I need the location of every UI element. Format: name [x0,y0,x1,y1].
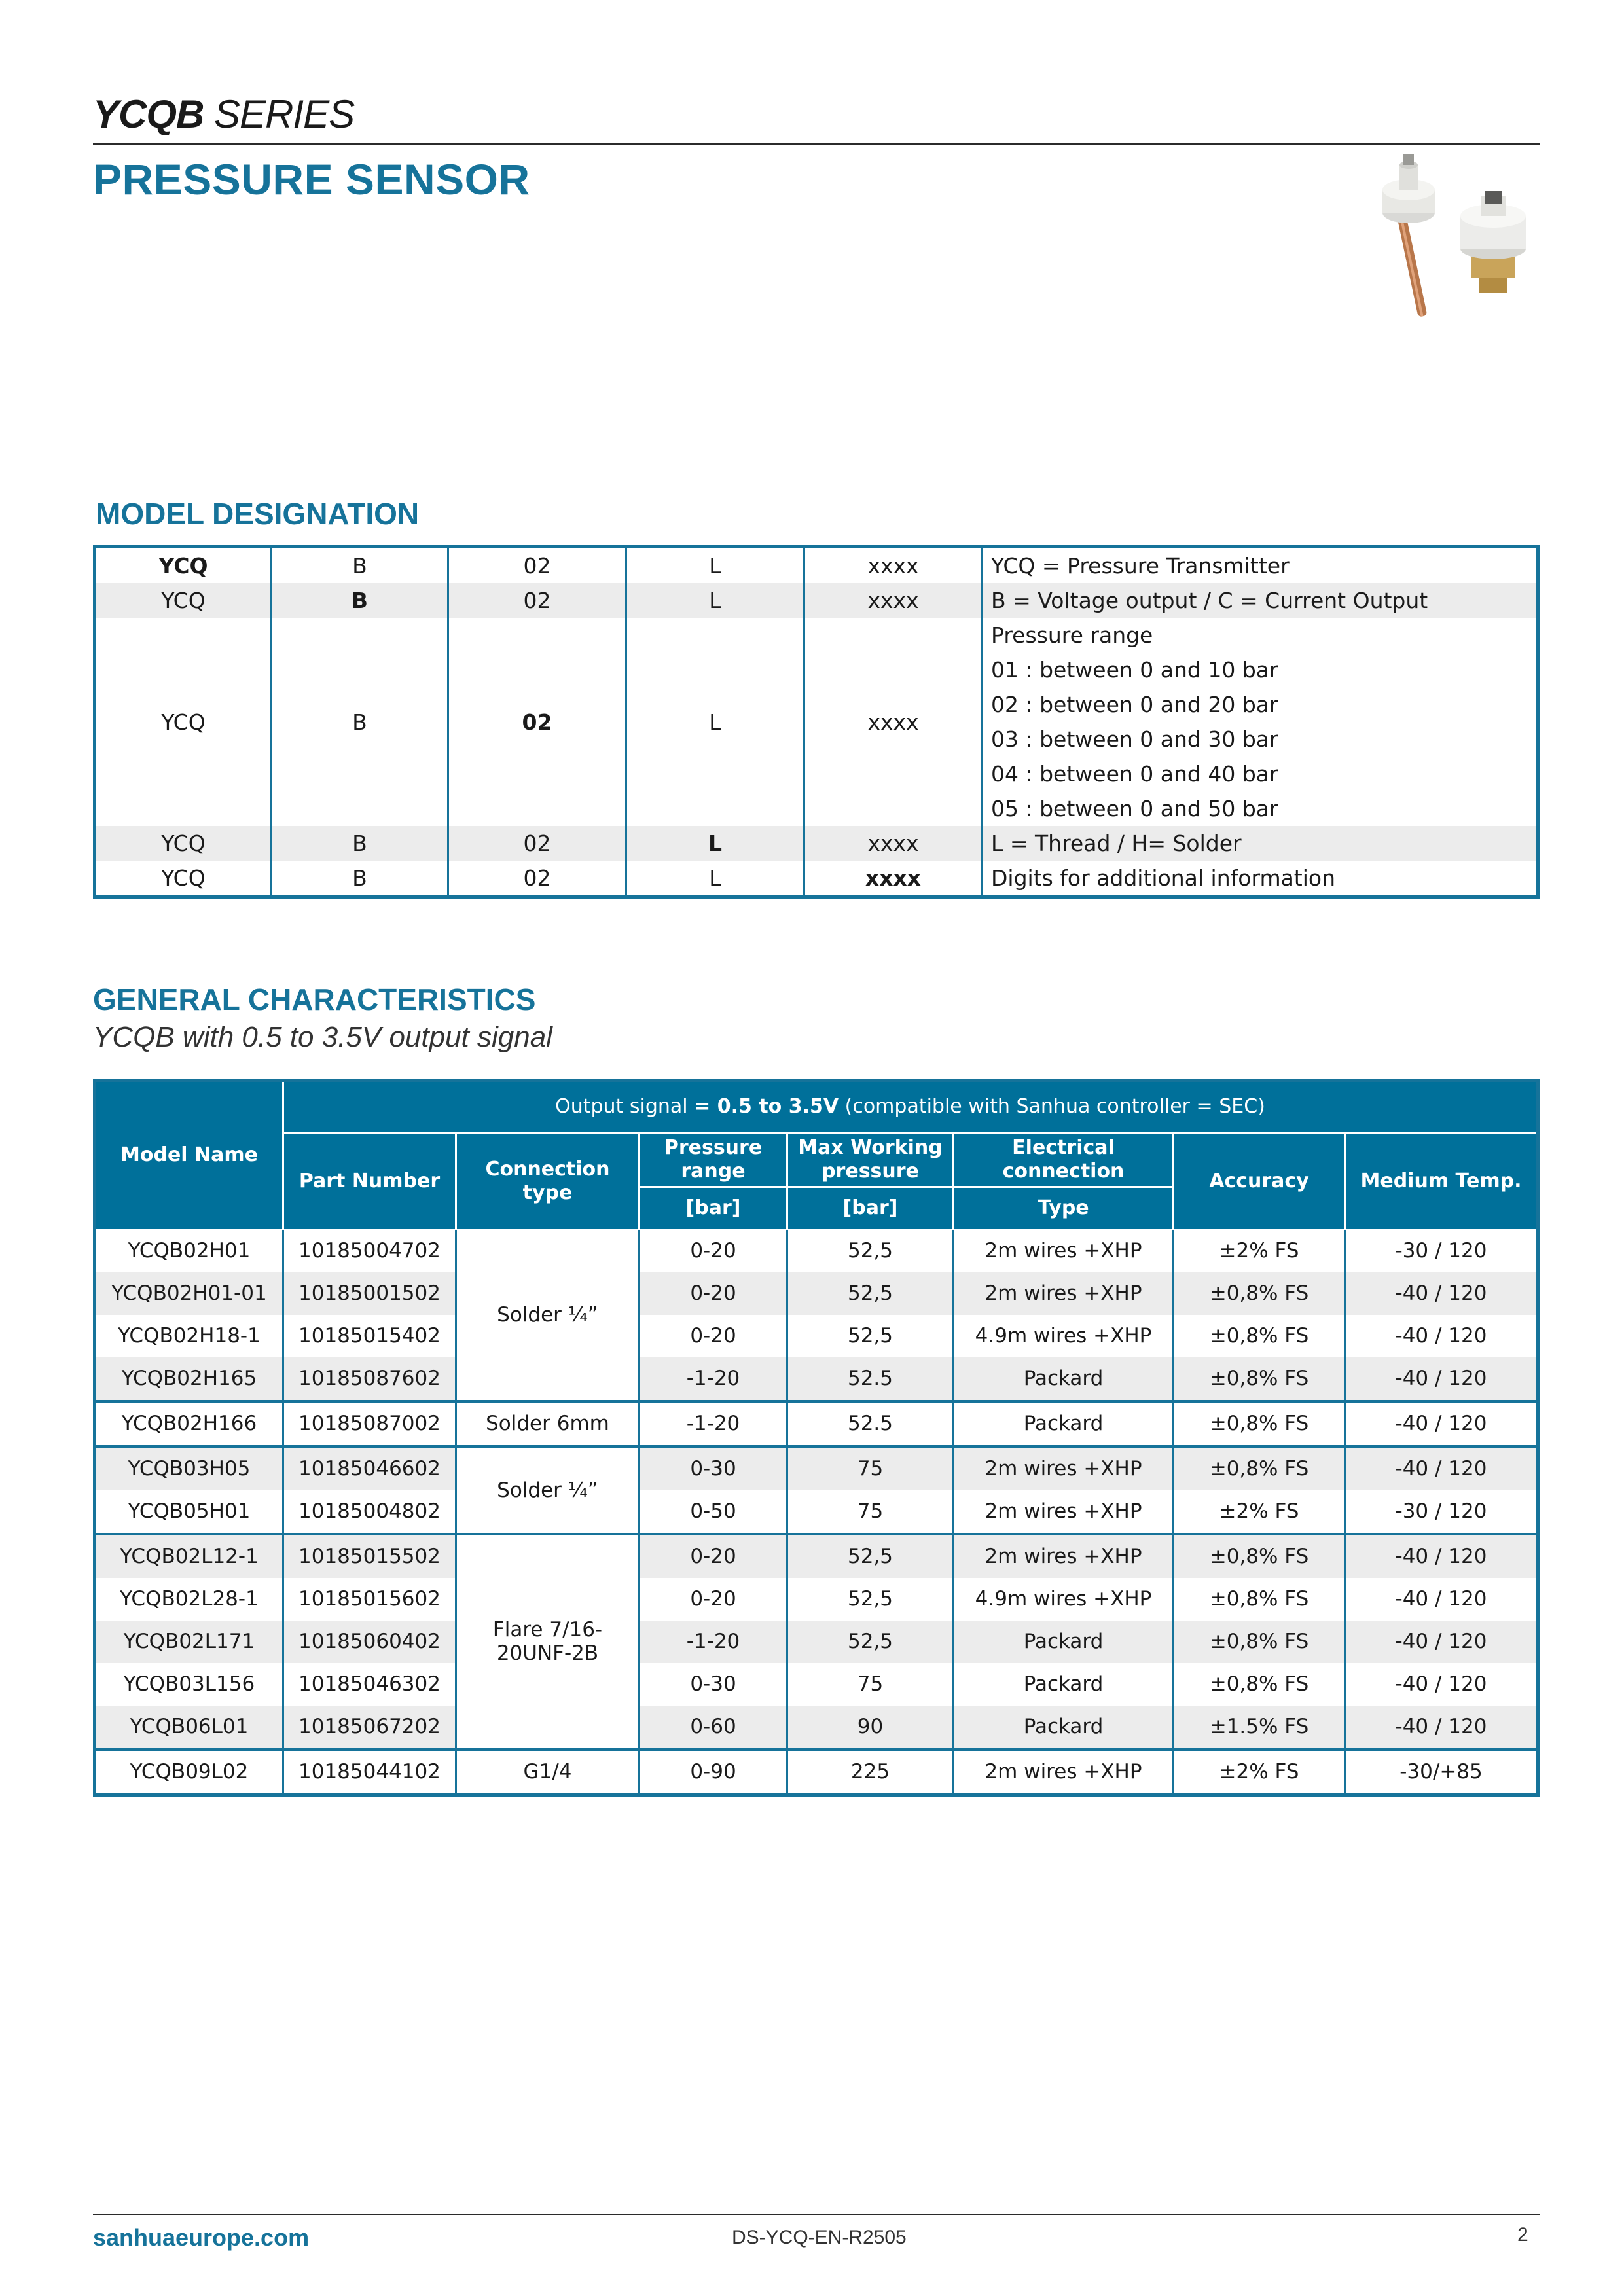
designation-code-cell: xxxx [804,583,983,618]
accuracy-cell: ±1.5% FS [1174,1706,1345,1749]
designation-row [95,826,1538,861]
designation-code-cell: xxxx [804,826,983,861]
pressure-range-cell: -1-20 [640,1621,787,1663]
electrical-connection-cell: 2m wires +XHP [954,1534,1174,1578]
designation-description: 04 : between 0 and 40 bar [983,757,1538,791]
medium-temp-cell: -40 / 120 [1345,1315,1538,1357]
table-row [95,1315,1538,1357]
table-row [95,1230,1538,1272]
model-name-cell: YCQB02H18-1 [118,1324,261,1348]
model-name-cell: YCQB03H05 [95,1446,283,1490]
general-characteristics-subheading: YCQB with 0.5 to 3.5V output signal [93,1021,552,1053]
medium-temp-cell: -40 / 120 [1345,1621,1538,1663]
footer-page-number: 2 [1517,2224,1528,2246]
electrical-connection-cell: 4.9m wires +XHP [954,1578,1174,1621]
header-medium-temp: Medium Temp. [1345,1133,1538,1230]
header-model-name: Model Name [95,1081,283,1230]
model-name-cell: YCQB02L12-1 [95,1534,283,1578]
max-working-pressure-cell: 52.5 [787,1401,954,1446]
designation-code-cell: xxxx [804,861,983,897]
designation-description: L = Thread / H= Solder [983,826,1538,861]
medium-temp-cell: -40 / 120 [1345,1401,1538,1446]
designation-description: 01 : between 0 and 10 bar [983,653,1538,687]
designation-description: 03 : between 0 and 30 bar [983,722,1538,757]
model-name-cell: YCQB02H165 [95,1357,283,1401]
table-row [95,1749,1538,1795]
max-working-pressure-cell: 75 [787,1446,954,1490]
max-working-pressure-cell: 52,5 [787,1230,954,1272]
header-pressure-range: Pressure range [640,1133,787,1187]
medium-temp-cell: -30 / 120 [1345,1490,1538,1534]
header-electrical-connection: Electrical connection [954,1133,1174,1187]
general-characteristics-heading: GENERAL CHARACTERISTICS [93,982,536,1016]
series-label: YCQB SERIES [93,92,355,136]
accuracy-cell: ±0,8% FS [1174,1578,1345,1621]
medium-temp-cell: -40 / 120 [1345,1706,1538,1749]
electrical-connection-cell: 2m wires +XHP [954,1230,1174,1272]
pressure-range-cell: 0-20 [640,1230,787,1272]
electrical-connection-cell: 2m wires +XHP [954,1749,1174,1795]
pressure-range-cell: 0-90 [640,1749,787,1795]
accuracy-cell: ±0,8% FS [1174,1357,1345,1401]
part-number-cell: 10185015502 [283,1534,456,1578]
table-row [95,1357,1538,1401]
model-designation-heading: MODEL DESIGNATION [96,497,420,531]
model-name-cell: YCQB02H01 [128,1239,251,1263]
model-name-cell: YCQB02H01-01 [95,1272,283,1315]
designation-code-cell: L [626,861,804,897]
table-row [95,1401,1538,1446]
electrical-connection-cell: Packard [954,1621,1174,1663]
designation-code-cell: 02 [448,618,626,826]
table-row [95,1490,1538,1534]
accuracy-cell: ±2% FS [1174,1490,1345,1534]
max-working-pressure-cell: 225 [787,1749,954,1795]
footer-rule [93,2214,1540,2215]
accuracy-cell: ±0,8% FS [1174,1534,1345,1578]
model-name-cell: YCQB09L02 [95,1749,283,1795]
table-row [95,1621,1538,1663]
electrical-connection-cell: 2m wires +XHP [954,1490,1174,1534]
table-row [95,1446,1538,1490]
table-row [95,1663,1538,1706]
max-working-pressure-cell: 52,5 [787,1621,954,1663]
medium-temp-cell: -40 / 120 [1345,1663,1538,1706]
part-number-cell: 10185067202 [283,1706,456,1749]
unit-max-working-pressure: [bar] [787,1187,954,1230]
designation-code-cell: B [272,547,448,584]
designation-row [95,583,1538,618]
designation-description: B = Voltage output / C = Current Output [983,583,1538,618]
designation-row [95,618,1538,653]
medium-temp-cell: -40 / 120 [1345,1272,1538,1315]
accuracy-cell: ±0,8% FS [1174,1315,1345,1357]
designation-code-cell: YCQ [158,553,208,579]
unit-pressure-range: [bar] [640,1187,787,1230]
designation-row [95,547,1538,584]
accuracy-cell: ±2% FS [1174,1749,1345,1795]
accuracy-cell: ±0,8% FS [1174,1446,1345,1490]
connection-type-cell: Solder ¼” [456,1446,640,1534]
pressure-range-cell: -1-20 [640,1401,787,1446]
accuracy-cell: ±0,8% FS [1174,1621,1345,1663]
designation-code-cell: L [626,618,804,826]
designation-code-cell: 02 [448,826,626,861]
medium-temp-cell: -40 / 120 [1345,1578,1538,1621]
designation-description: 02 : between 0 and 20 bar [983,687,1538,722]
page-title: PRESSURE SENSOR [93,155,530,204]
pressure-range-cell: 0-50 [640,1490,787,1534]
header-accuracy: Accuracy [1174,1133,1345,1230]
table-row [95,1706,1538,1749]
pressure-range-cell: 0-20 [640,1578,787,1621]
product-image [1355,151,1551,340]
part-number-cell: 10185046602 [283,1446,456,1490]
header-rule [93,143,1540,145]
model-name-cell: YCQB02L28-1 [120,1587,259,1611]
max-working-pressure-cell: 52,5 [787,1272,954,1315]
footer-document-code: DS-YCQ-EN-R2505 [732,2227,907,2248]
electrical-connection-cell: Packard [954,1357,1174,1401]
pressure-range-cell: 0-30 [640,1446,787,1490]
medium-temp-cell: -40 / 120 [1345,1534,1538,1578]
connection-type-cell: G1/4 [456,1749,640,1795]
electrical-connection-cell: Packard [954,1706,1174,1749]
pressure-range-cell: 0-20 [640,1272,787,1315]
electrical-connection-cell: Packard [954,1401,1174,1446]
part-number-cell: 10185015402 [283,1315,456,1357]
accuracy-cell: ±0,8% FS [1174,1272,1345,1315]
part-number-cell: 10185087002 [283,1401,456,1446]
designation-code-cell: B [272,618,448,826]
general-characteristics-table [93,1079,1540,1797]
model-designation-table [93,545,1540,899]
max-working-pressure-cell: 75 [787,1663,954,1706]
header-max-working-pressure: Max Working pressure [787,1133,954,1187]
designation-description: Digits for additional information [983,861,1538,897]
designation-code-cell: xxxx [804,618,983,826]
designation-code-cell: YCQ [161,865,206,891]
pressure-range-cell: 0-20 [640,1534,787,1578]
designation-code-cell: L [626,826,804,861]
pressure-range-cell: 0-60 [640,1706,787,1749]
electrical-connection-cell: 2m wires +XHP [954,1446,1174,1490]
connection-type-cell: Solder ¼” [456,1230,640,1401]
designation-code-cell: B [272,583,448,618]
electrical-connection-cell: 4.9m wires +XHP [954,1315,1174,1357]
designation-code-cell: YCQ [95,826,272,861]
designation-code-cell: 02 [448,583,626,618]
part-number-cell: 10185004702 [283,1230,456,1272]
designation-description: YCQ = Pressure Transmitter [983,547,1538,584]
unit-electrical-connection: Type [954,1187,1174,1230]
model-name-cell: YCQB05H01 [128,1499,251,1523]
medium-temp-cell: -40 / 120 [1345,1446,1538,1490]
designation-code-cell: B [272,826,448,861]
designation-code-cell: L [626,583,804,618]
medium-temp-cell: -40 / 120 [1345,1357,1538,1401]
part-number-cell: 10185004802 [283,1490,456,1534]
designation-code-cell: 02 [448,861,626,897]
part-number-cell: 10185044102 [283,1749,456,1795]
medium-temp-cell: -30 / 120 [1345,1230,1538,1272]
sensor-tube-illustration [1382,154,1435,317]
header-part-number: Part Number [283,1133,456,1230]
pressure-range-cell: -1-20 [640,1357,787,1401]
footer-website[interactable]: sanhuaeurope.com [93,2224,310,2251]
model-name-cell: YCQB02H166 [95,1401,283,1446]
designation-code-cell: L [626,547,804,584]
designation-description: 05 : between 0 and 50 bar [983,791,1538,826]
designation-code-cell: YCQ [161,709,206,735]
max-working-pressure-cell: 75 [787,1490,954,1534]
designation-code-cell: B [272,861,448,897]
part-number-cell: 10185087602 [283,1357,456,1401]
part-number-cell: 10185060402 [283,1621,456,1663]
accuracy-cell: ±2% FS [1174,1230,1345,1272]
max-working-pressure-cell: 52.5 [787,1357,954,1401]
max-working-pressure-cell: 52,5 [787,1578,954,1621]
medium-temp-cell: -30/+85 [1345,1749,1538,1795]
max-working-pressure-cell: 90 [787,1706,954,1749]
part-number-cell: 10185015602 [283,1578,456,1621]
connection-type-cell: Solder 6mm [456,1401,640,1446]
accuracy-cell: ±0,8% FS [1174,1401,1345,1446]
designation-row [95,861,1538,897]
designation-code-cell: 02 [448,547,626,584]
accuracy-cell: ±0,8% FS [1174,1663,1345,1706]
header-connection-type: Connection type [456,1133,640,1230]
max-working-pressure-cell: 52,5 [787,1315,954,1357]
max-working-pressure-cell: 52,5 [787,1534,954,1578]
table-row [95,1534,1538,1578]
table-row [95,1272,1538,1315]
part-number-cell: 10185046302 [283,1663,456,1706]
model-name-cell: YCQB06L01 [95,1706,283,1749]
connection-type-cell: Flare 7/16-20UNF-2B [456,1534,640,1749]
part-number-cell: 10185001502 [283,1272,456,1315]
electrical-connection-cell: 2m wires +XHP [954,1272,1174,1315]
model-name-cell: YCQB02L171 [95,1621,283,1663]
pressure-range-cell: 0-20 [640,1315,787,1357]
electrical-connection-cell: Packard [954,1663,1174,1706]
sensor-brass-illustration [1460,191,1526,293]
pressure-range-cell: 0-30 [640,1663,787,1706]
designation-description: Pressure range [983,618,1538,653]
designation-code-cell: YCQ [95,583,272,618]
table-row [95,1578,1538,1621]
header-output-signal: Output signal = 0.5 to 3.5V (compatible with Sanhua controller = SEC) [283,1081,1538,1133]
designation-code-cell: xxxx [804,547,983,584]
model-name-cell: YCQB03L156 [123,1672,255,1696]
